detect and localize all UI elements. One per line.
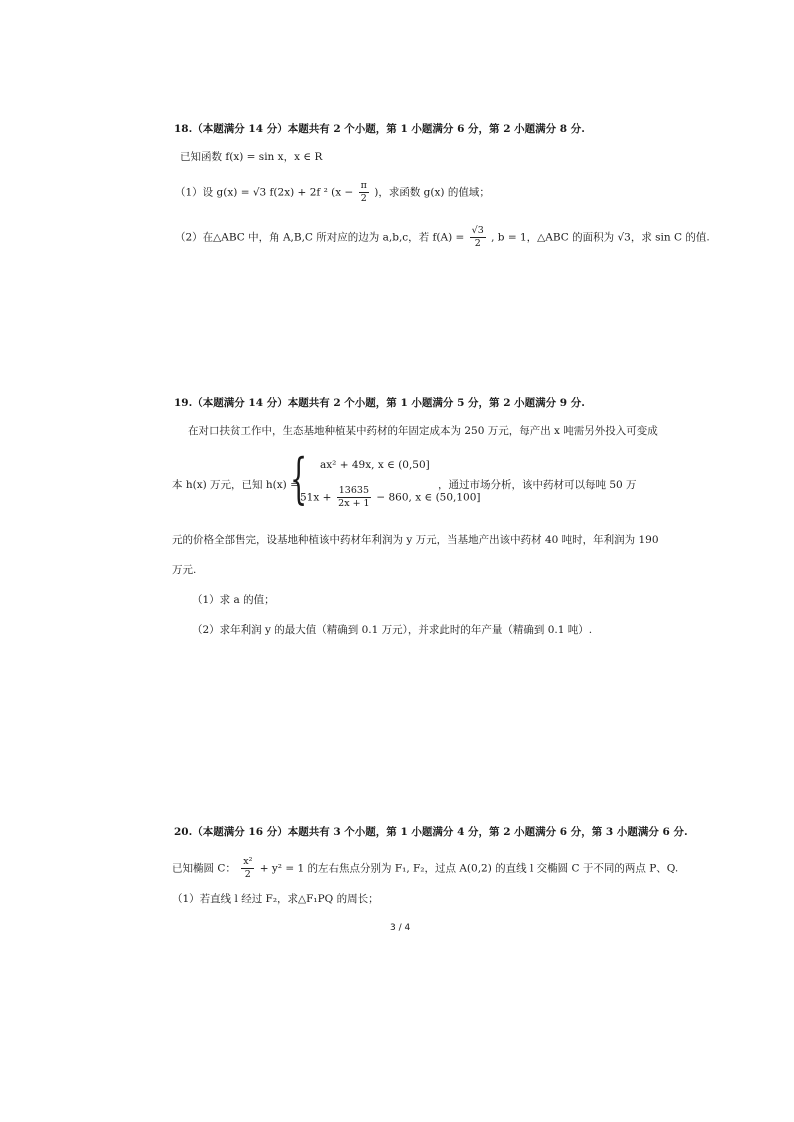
q18-part2-frac-den: 2 (474, 238, 481, 249)
q18-part2-fraction (470, 225, 486, 250)
q18-part1-frac-num: π (360, 180, 367, 191)
q19-case-2-fraction (337, 485, 371, 510)
q18-part1-text-b: )，求函数 g(x) 的值域； (374, 186, 490, 199)
q18-part1-frac-den: 2 (360, 193, 367, 204)
q19-paragraph-2a: 本 h(x) 万元，已知 h(x) = (172, 479, 299, 491)
q19-paragraph-2b: ，通过市场分析，该中药材可以每吨 50 万 (438, 479, 637, 491)
q19-case-2-text-a: 51x + (300, 491, 332, 504)
q20-p1-text-b: + y² = 1 的左右焦点分别为 F₁, F₂，过点 A(0,2) 的直线 l 交椭圆 C 于不同的两点 P、Q. (259, 862, 679, 875)
q18-part1 (175, 180, 490, 205)
q18-header: 18.（本题满分 14 分）本题共有 2 个小题，第 1 小题满分 6 分，第 2 小题满分 8 分. (174, 123, 585, 135)
q19-sub-1: （1）求 a 的值； (192, 594, 275, 606)
q18-part2-frac-num: √3 (471, 225, 484, 236)
page-number: 3 / 4 (390, 923, 411, 933)
q19-paragraph-4: 万元. (172, 564, 197, 576)
q19-case-2-den: 2x + 1 (338, 498, 370, 509)
q18-part1-text-a: （1）设 g(x) = √3 f(2x) + 2f ² (x − (175, 186, 354, 199)
q20-paragraph-1 (172, 856, 678, 881)
q18-given: 已知函数 f(x) = sin x，x ∈ R (180, 151, 323, 163)
q20-header: 20.（本题满分 16 分）本题共有 3 个小题，第 1 小题满分 4 分，第 2 小题满分 6 分，第 3 小题满分 6 分. (174, 826, 688, 838)
q18-part2-text-b: , b = 1，△ABC 的面积为 √3，求 sin C 的值. (491, 231, 710, 244)
piecewise-brace: { (290, 447, 308, 510)
q19-header: 19.（本题满分 14 分）本题共有 2 个小题，第 1 小题满分 5 分，第 2 小题满分 9 分. (174, 397, 585, 409)
q19-paragraph-3: 元的价格全部售完，设基地种植该中药材年利润为 y 万元，当基地产出该中药材 40 吨时，年利润为 190 (172, 534, 659, 546)
q18-part1-fraction (359, 180, 369, 205)
q18-part2 (175, 225, 710, 250)
q20-p1-fraction (241, 856, 254, 881)
q19-paragraph-1: 在对口扶贫工作中，生态基地种植某中药材的年固定成本为 250 万元，每产出 x 吨需另外投入可变成 (188, 425, 658, 437)
q20-p1-num: x² (243, 856, 253, 867)
q20-sub-1: （1）若直线 l 经过 F₂，求△F₁PQ 的周长； (172, 893, 379, 905)
q20-p1-text-a: 已知椭圆 C： (172, 862, 236, 875)
q20-p1-den: 2 (244, 869, 251, 880)
q19-sub-2: （2）求年利润 y 的最大值（精确到 0.1 万元），并求此时的年产量（精确到 0.1 吨）. (192, 624, 593, 636)
q19-case-2-text-b: − 860, x ∈ (50,100] (376, 491, 481, 504)
q18-part2-text-a: （2）在△ABC 中，角 A,B,C 所对应的边为 a,b,c，若 f(A) = (175, 231, 465, 244)
q19-case-2-num: 13635 (338, 485, 369, 496)
q19-case-1: ax² + 49x, x ∈ (0,50] (320, 459, 430, 471)
